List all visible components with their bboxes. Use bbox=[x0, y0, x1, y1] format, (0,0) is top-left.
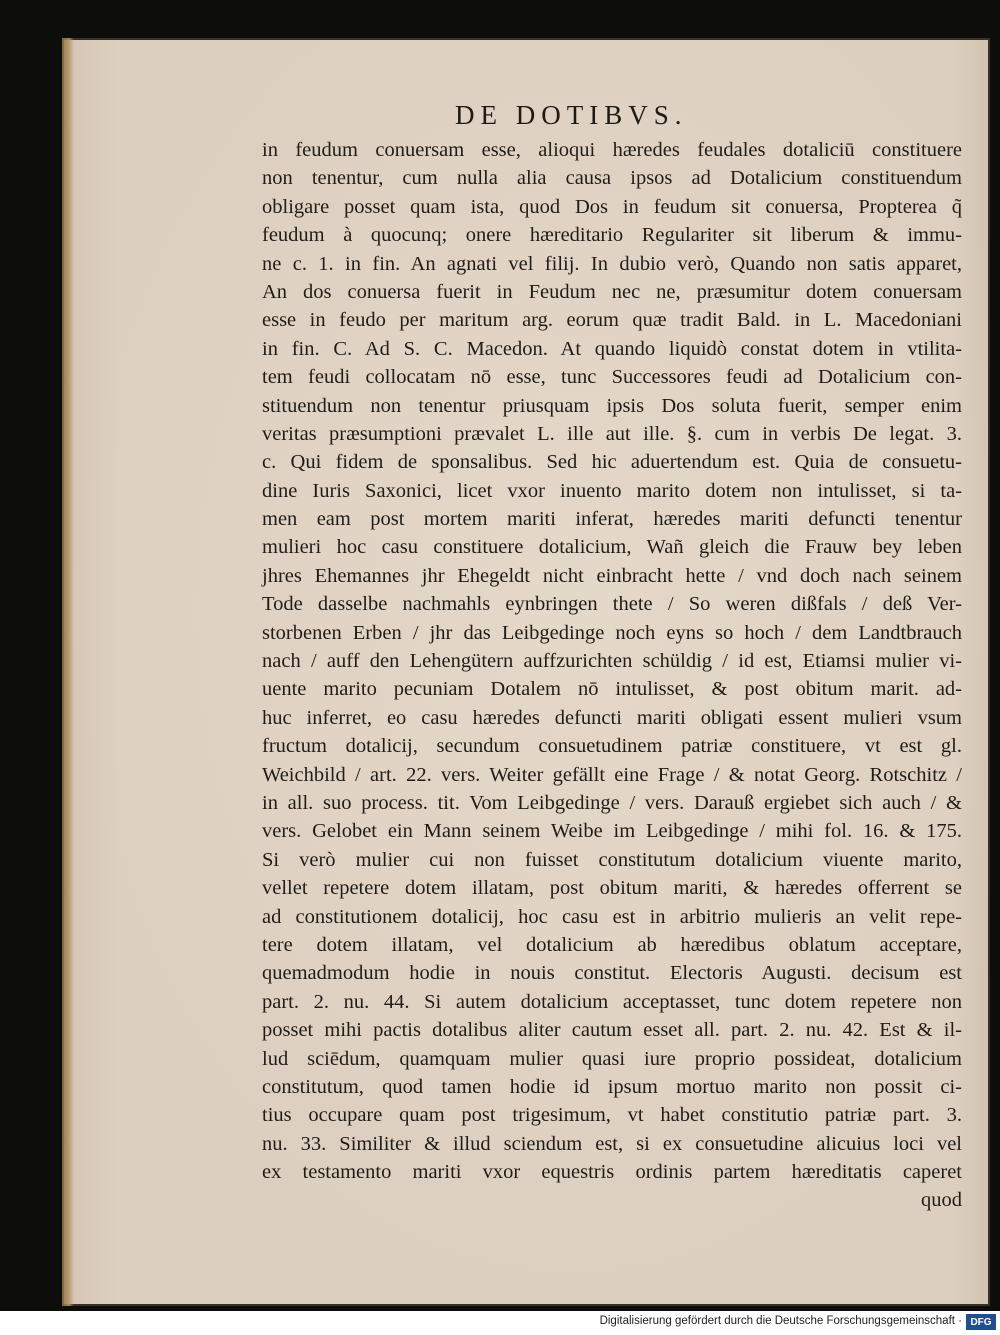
text-line: Si verò mulier cui non fuisset constitutum dotalicium viuente marito, bbox=[262, 848, 962, 871]
text-line: fructum dotalicij, secundum consuetudinem patriæ constituere, vt est gl. bbox=[262, 735, 962, 758]
text-line: lud sciēdum, quamquam mulier quasi iure proprio possideat, dotalicium bbox=[262, 1047, 962, 1070]
text-line: huc inferret, eo casu hæredes defuncti mariti obligati essent mulieri vsum bbox=[262, 706, 962, 729]
text-line: in feudum conuersam esse, alioqui hæredes feudales dotaliciū constituere bbox=[262, 139, 962, 161]
text-line: part. 2. nu. 44. Si autem dotalicium acceptasset, tunc dotem repetere non bbox=[262, 990, 962, 1013]
footer-credit: Digitalisierung gefördert durch die Deutsche Forschungsgemeinschaft · bbox=[599, 1315, 962, 1327]
body-text bbox=[262, 136, 962, 1215]
text-line: jhres Ehemannes jhr Ehegeldt nicht einbracht hette / vnd doch nach seinem bbox=[262, 564, 962, 587]
text-line: men eam post mortem mariti inferat, hæredes mariti defuncti tenentur bbox=[262, 508, 962, 531]
running-head: DE DOTIBVS. bbox=[455, 100, 688, 130]
text-line: obligare posset quam ista, quod Dos in feudum sit conuersa, Propterea q̃ bbox=[262, 195, 962, 218]
text-line: in all. suo process. tit. Vom Leibgedinge / vers. Darauß ergiebet sich auch / & bbox=[262, 791, 962, 814]
text-line: nach / auff den Lehengütern auffzurichten schüldig / id est, Etiamsi mulier vi- bbox=[262, 650, 962, 673]
text-line: An dos conuersa fuerit in Feudum nec ne, præsumitur dotem conuersam bbox=[262, 280, 962, 303]
text-line: posset mihi pactis dotalibus aliter cautum esset all. part. 2. nu. 42. Est & il- bbox=[262, 1019, 962, 1042]
text-line: uente marito pecuniam Dotalem nō intulisset, & post obitum marit. ad- bbox=[262, 678, 962, 701]
text-line: mulieri hoc casu constituere dotalicium, Wañ gleich die Frauw bey leben bbox=[262, 536, 962, 559]
text-line: quemadmodum hodie in nouis constitut. Electoris Augusti. decisum est bbox=[262, 962, 962, 985]
text-line: Tode dasselbe nachmahls eynbringen thete / So weren dißfals / deß Ver- bbox=[262, 593, 962, 616]
text-line: ex testamento mariti vxor equestris ordinis partem hæreditatis caperet bbox=[262, 1161, 962, 1184]
text-line: dine Iuris Saxonici, licet vxor inuento marito dotem non intulisset, si ta- bbox=[262, 479, 962, 502]
text-line: Weichbild / art. 22. vers. Weiter gefällt eine Frage / & notat Georg. Rotschitz / bbox=[262, 763, 962, 786]
text-line: non tenentur, cum nulla alia causa ipsos ad Dotalicium constituendum bbox=[262, 167, 962, 190]
text-line: tere dotem illatam, vel dotalicium ab hæredibus oblatum acceptare, bbox=[262, 933, 962, 956]
text-line: constitutum, quod tamen hodie id ipsum mortuo marito non possit ci- bbox=[262, 1075, 962, 1098]
digitization-footer bbox=[0, 1311, 1000, 1335]
text-line: ad constitutionem dotalicij, hoc casu est in arbitrio mulieris an velit repe- bbox=[262, 905, 962, 928]
text-line: storbenen Erben / jhr das Leibgedinge noch eyns so hoch / dem Landtbrauch bbox=[262, 621, 962, 644]
text-line: veritas præsumptioni prævalet L. ille aut ille. §. cum in verbis De legat. 3. bbox=[262, 422, 962, 445]
text-line: tem feudi collocatam nō esse, tunc Successores feudi ad Dotalicium con- bbox=[262, 366, 962, 389]
page-gutter bbox=[62, 38, 74, 1306]
text-line: tius occupare quam post trigesimum, vt habet constitutio patriæ part. 3. bbox=[262, 1104, 962, 1127]
text-line: quod bbox=[921, 1189, 962, 1212]
text-line: c. Qui fidem de sponsalibus. Sed hic aduertendum est. Quia de consuetu- bbox=[262, 451, 962, 474]
text-line: vellet repetere dotem illatam, post obitum mariti, & hæredes offerrent se bbox=[262, 877, 962, 900]
text-line: vers. Gelobet ein Mann seinem Weibe im Leibgedinge / mihi fol. 16. & 175. bbox=[262, 820, 962, 843]
dfg-logo: DFG bbox=[966, 1314, 996, 1330]
text-line: in fin. C. Ad S. C. Macedon. At quando liquidò constat dotem in vtilita- bbox=[262, 337, 962, 360]
text-line: stituendum non tenentur priusquam ipsis Dos soluta fuerit, semper enim bbox=[262, 394, 962, 417]
text-line: feudum à quocunq; onere hæreditario Regulariter sit liberum & immu- bbox=[262, 224, 962, 247]
text-line: ne c. 1. in fin. An agnati vel filij. In dubio verò, Quando non satis apparet, bbox=[262, 252, 962, 275]
text-line: nu. 33. Similiter & illud sciendum est, si ex consuetudine alicuius loci vel bbox=[262, 1132, 962, 1155]
text-line: esse in feudo per maritum arg. eorum quæ tradit Bald. in L. Macedoniani bbox=[262, 309, 962, 332]
